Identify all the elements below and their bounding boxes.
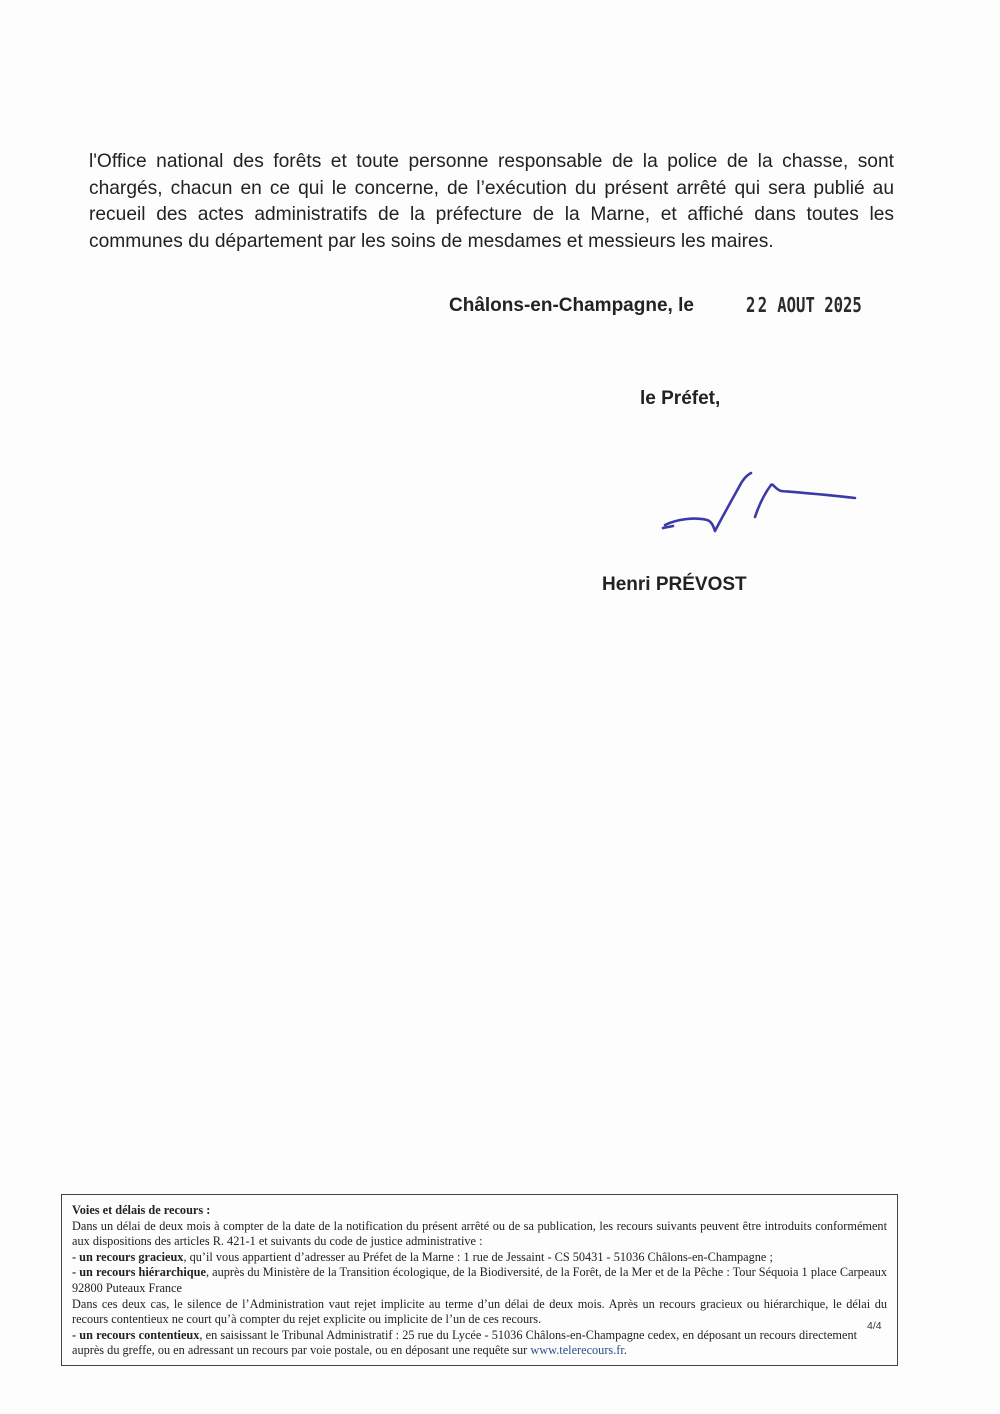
body-paragraph: l'Office national des forêts et toute personne responsable de la police de la chasse, sont chargés, chacun en ce qui le concerne, de l’exécution du présent arrêté qui sera publié au recueil des actes administratifs de la préfecture de la Marne, et affiché dans toutes les communes du département par les soins de mesdames et messieurs les maires. xyxy=(89,151,894,252)
recourse-silence: Dans ces deux cas, le silence de l’Administration vaut rejet implicite au terme d’un délai de deux mois. Après un recours gracieux ou hiérarchique, le délai du recours contentieux ne court qu’à compter du rejet explicite ou implicite de l’un de ces recours. xyxy=(72,1296,887,1327)
page-number: 4/4 xyxy=(867,1320,882,1332)
signature-stroke-1 xyxy=(665,473,751,531)
recourse-gracious: - un recours gracieux, qu’il vous appartient d’adresser au Préfet de la Marne : 1 rue de Jessaint - CS 50431 - 51036 Châlons-en-Champagne ; xyxy=(72,1249,773,1264)
signer-name: Henri PRÉVOST xyxy=(602,574,747,595)
signature-stroke-2 xyxy=(755,485,771,517)
date-stamp xyxy=(746,293,862,317)
telerecours-link[interactable]: www.telerecours.fr xyxy=(530,1343,624,1358)
signature-stroke-4 xyxy=(663,526,673,528)
recourse-intro: Dans un délai de deux mois à compter de la date de la notification du présent arrêté ou de sa publication, les recours suivants peuvent être introduits conformément aux dispositions des articles R. 421-1 et suivants du code de justice administrative : xyxy=(72,1218,887,1249)
date-place: Châlons-en-Champagne, le xyxy=(449,295,694,316)
recourse-contentious: - un recours contentieux, en saisissant le Tribunal Administratif : 25 rue du Lycée - 51036 Châlons-en-Champagne cedex, en déposant un recours directement auprès du greffe, ou en adressant un recours par voie postale, ou en déposant une requête sur www.telerecours.fr. xyxy=(72,1327,858,1358)
recourse-notice-box xyxy=(61,1194,898,1366)
signature-strokes xyxy=(663,473,855,531)
handwritten-signature xyxy=(655,465,865,545)
recourse-hierarchical: - un recours hiérarchique, auprès du Ministère de la Transition écologique, de la Biodiversité, de la Forêt, de la Mer et de la Pêche : Tour Séquoia 1 place Carpeaux 92800 Puteaux France xyxy=(72,1265,887,1295)
signer-title: le Préfet, xyxy=(640,388,721,409)
date-stamp-day: 22 xyxy=(746,293,770,317)
signature-stroke-3 xyxy=(771,485,855,498)
recourse-heading: Voies et délais de recours : xyxy=(72,1203,211,1217)
date-stamp-month-year: AOUT 2025 xyxy=(777,293,862,317)
